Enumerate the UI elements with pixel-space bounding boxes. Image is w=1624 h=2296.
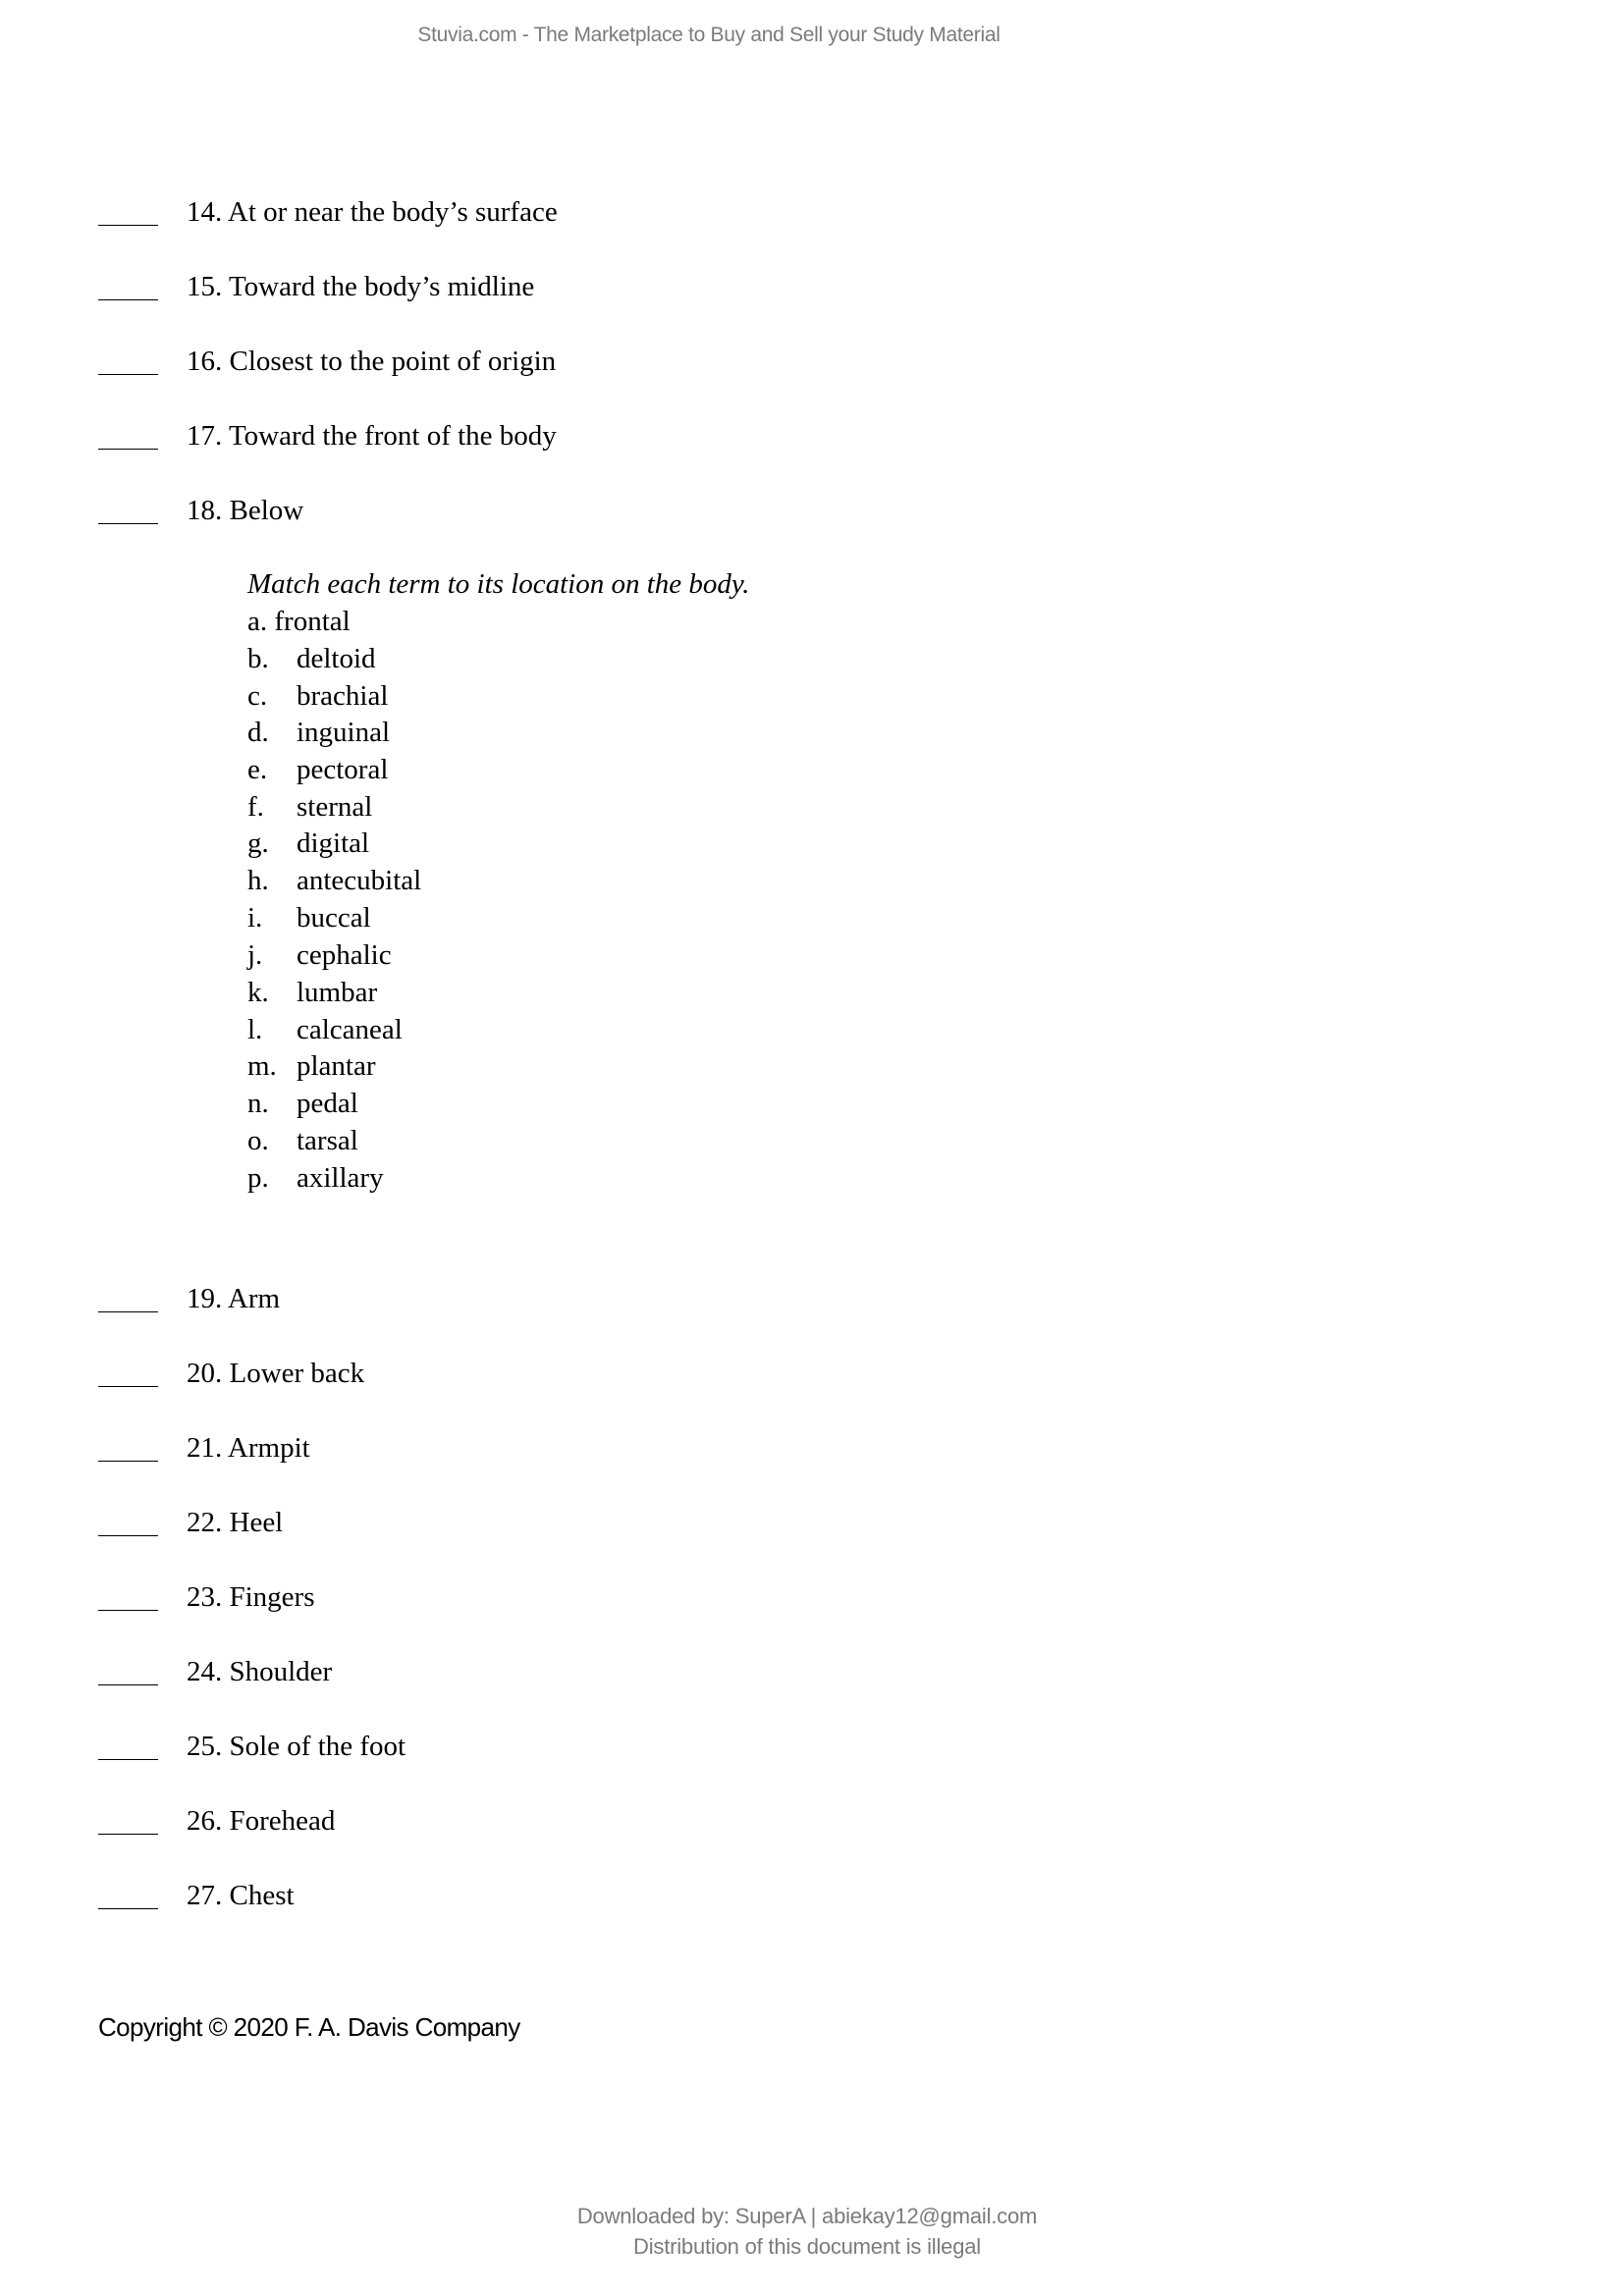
question-text: 24. Shoulder [187, 1656, 333, 1687]
header-watermark: Stuvia.com - The Marketplace to Buy and Sell your Study Material [417, 24, 1001, 46]
question-text: 25. Sole of the foot [187, 1731, 406, 1762]
question-text: 22. Heel [187, 1507, 284, 1538]
answer-blank[interactable] [98, 1357, 158, 1387]
footer-distribution-notice: Distribution of this document is illegal [633, 2234, 981, 2259]
answer-blank[interactable] [98, 195, 158, 226]
answer-blank[interactable] [98, 419, 158, 450]
question-text: 17. Toward the front of the body [187, 420, 557, 452]
question-text: 18. Below [187, 495, 304, 526]
question-text: 27. Chest [187, 1880, 295, 1911]
answer-blank[interactable] [98, 494, 158, 524]
question-text: 21. Armpit [187, 1432, 310, 1464]
answer-blank[interactable] [98, 270, 158, 300]
answer-blank[interactable] [98, 1730, 158, 1760]
question-text: 14. At or near the body’s surface [187, 196, 558, 228]
question-text: 26. Forehead [187, 1805, 336, 1837]
answer-blank[interactable] [98, 345, 158, 375]
matching-instruction: Match each term to its location on the body. [247, 568, 750, 600]
answer-blank[interactable] [98, 1804, 158, 1835]
answer-blank[interactable] [98, 1580, 158, 1611]
footer-downloaded-by: Downloaded by: SuperA | abiekay12@gmail.com [576, 2204, 1038, 2228]
question-text: 15. Toward the body’s midline [187, 271, 535, 302]
answer-blank[interactable] [98, 1506, 158, 1536]
question-text: 20. Lower back [187, 1358, 365, 1389]
answer-blank[interactable] [98, 1655, 158, 1685]
question-text: 16. Closest to the point of origin [187, 346, 557, 377]
answer-blank[interactable] [98, 1282, 158, 1312]
answer-blank[interactable] [98, 1879, 158, 1909]
question-text: 23. Fingers [187, 1581, 315, 1613]
answer-blank[interactable] [98, 1431, 158, 1462]
question-text: 19. Arm [187, 1283, 281, 1314]
copyright-notice: Copyright © 2020 F. A. Davis Company [98, 2012, 520, 2042]
